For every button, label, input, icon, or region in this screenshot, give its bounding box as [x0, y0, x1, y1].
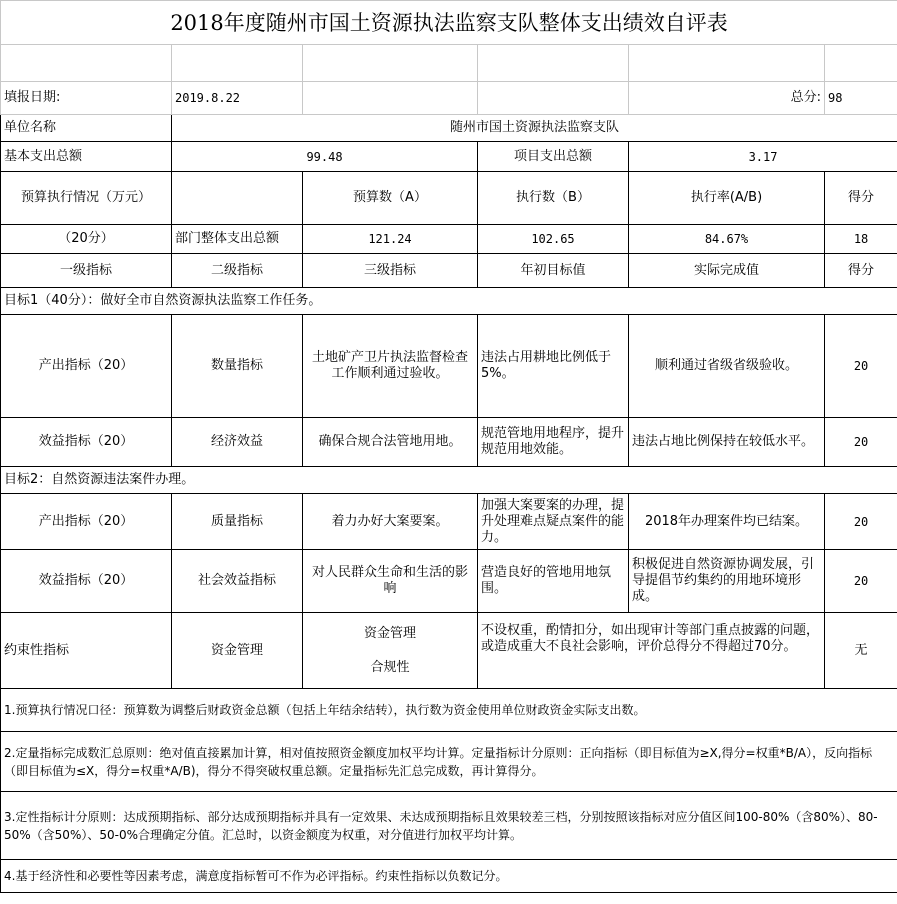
- note-4: 4.基于经济性和必要性等因素考虑，满意度指标暂可不作为必评指标。约束性指标以负数记分。: [1, 860, 897, 893]
- budget-row-label: 部门整体支出总额: [172, 225, 303, 254]
- basic-expense-value: 99.48: [172, 142, 478, 172]
- indicator-l1: 效益指标（20）: [1, 418, 172, 467]
- indicator-score: 20: [825, 550, 897, 613]
- indicator-l3: 土地矿产卫片执法监督检查工作顺利通过验收。: [303, 315, 478, 418]
- blank-cell: [172, 45, 303, 82]
- goal1-title: 目标1（40分）：做好全市自然资源执法监察工作任务。: [1, 288, 897, 315]
- budget-score-value: 18: [825, 225, 897, 254]
- project-expense-value: 3.17: [629, 142, 897, 172]
- indicator-l3: 对人民群众生命和生活的影响: [303, 550, 478, 613]
- indicator-l2: 经济效益: [172, 418, 303, 467]
- note-3: 3.定性指标计分原则：达成预期指标、部分达成预期指标并具有一定效果、未达成预期指标且效果较差三档，分别按照该指标对应分值区间100-80%（含80%）、80-50%（含50%）、50-0%合理确定分值。汇总时，以资金额度为权重，对分值进行加权平均计算。: [1, 792, 897, 860]
- blank-cell: [303, 82, 478, 115]
- exec-value: 102.65: [478, 225, 629, 254]
- header-budget: 预算数（A）: [303, 172, 478, 225]
- constraint-l3-a: 资金管理: [363, 625, 416, 641]
- indicator-l2: 质量指标: [172, 494, 303, 550]
- unit-name-value: 随州市国土资源执法监察支队: [172, 115, 897, 142]
- indicator-score: 20: [825, 315, 897, 418]
- blank-cell: [478, 45, 629, 82]
- col-header-l3: 三级指标: [303, 254, 478, 288]
- constraint-l2: 资金管理: [172, 613, 303, 689]
- header-exec: 执行数（B）: [478, 172, 629, 225]
- indicator-target: 规范管地用地程序，提升规范用地效能。: [478, 418, 629, 467]
- fill-date-value: 2019.8.22: [172, 82, 303, 115]
- indicator-actual: 违法占地比例保持在较低水平。: [629, 418, 825, 467]
- col-header-actual: 实际完成值: [629, 254, 825, 288]
- indicator-l1: 产出指标（20）: [1, 315, 172, 418]
- goal2-title: 目标2：自然资源违法案件办理。: [1, 467, 897, 494]
- indicator-actual: 积极促进自然资源协调发展，引导提倡节约集约的用地环境形成。: [629, 550, 825, 613]
- rate-value: 84.67%: [629, 225, 825, 254]
- indicator-score: 20: [825, 494, 897, 550]
- blank-cell: [1, 45, 172, 82]
- total-score-value: 98: [825, 82, 897, 115]
- col-header-l1: 一级指标: [1, 254, 172, 288]
- col-header-score: 得分: [825, 254, 897, 288]
- indicator-actual: 2018年办理案件均已结案。: [629, 494, 825, 550]
- budget-value: 121.24: [303, 225, 478, 254]
- indicator-target: 违法占用耕地比例低于5%。: [478, 315, 629, 418]
- budget-label: 预算执行情况（万元）: [1, 172, 172, 225]
- constraint-l3-b: 合规性: [370, 659, 410, 675]
- budget-weight: （20分）: [1, 225, 172, 254]
- constraint-score: 无: [825, 613, 897, 689]
- basic-expense-label: 基本支出总额: [1, 142, 172, 172]
- blank-cell: [172, 172, 303, 225]
- indicator-score: 20: [825, 418, 897, 467]
- blank-cell: [825, 45, 897, 82]
- constraint-desc: 不设权重，酌情扣分，如出现审计等部门重点披露的问题，或造成重大不良社会影响，评价总得分不得超过70分。: [478, 613, 825, 689]
- blank-cell: [303, 45, 478, 82]
- col-header-l2: 二级指标: [172, 254, 303, 288]
- indicator-l2: 社会效益指标: [172, 550, 303, 613]
- blank-cell: [629, 45, 825, 82]
- col-header-target: 年初目标值: [478, 254, 629, 288]
- indicator-l3: 着力办好大案要案。: [303, 494, 478, 550]
- header-rate: 执行率(A/B): [629, 172, 825, 225]
- indicator-l1: 产出指标（20）: [1, 494, 172, 550]
- constraint-l3: [303, 613, 478, 689]
- total-score-label: 总分:: [629, 82, 825, 115]
- page-title: 2018年度随州市国土资源执法监察支队整体支出绩效自评表: [1, 1, 897, 45]
- indicator-l3: 确保合规合法管地用地。: [303, 418, 478, 467]
- indicator-target: 加强大案要案的办理，提升处理难点疑点案件的能力。: [478, 494, 629, 550]
- fill-date-label: 填报日期:: [1, 82, 172, 115]
- indicator-target: 营造良好的管地用地氛围。: [478, 550, 629, 613]
- header-score: 得分: [825, 172, 897, 225]
- blank-cell: [478, 82, 629, 115]
- indicator-l1: 效益指标（20）: [1, 550, 172, 613]
- note-2: 2.定量指标完成数汇总原则：绝对值直接累加计算，相对值按照资金额度加权平均计算。定量指标计分原则：正向指标（即目标值为≥X,得分=权重*B/A），反向指标（即目标值为≤X，得分=权重*A/B)，得分不得突破权重总额。定量指标先汇总完成数，再计算得分。: [1, 732, 897, 792]
- project-expense-label: 项目支出总额: [478, 142, 629, 172]
- constraint-label: 约束性指标: [1, 613, 172, 689]
- unit-name-label: 单位名称: [1, 115, 172, 142]
- indicator-actual: 顺利通过省级省级验收。: [629, 315, 825, 418]
- note-1: 1.预算执行情况口径：预算数为调整后财政资金总额（包括上年结余结转），执行数为资金使用单位财政资金实际支出数。: [1, 689, 897, 732]
- indicator-l2: 数量指标: [172, 315, 303, 418]
